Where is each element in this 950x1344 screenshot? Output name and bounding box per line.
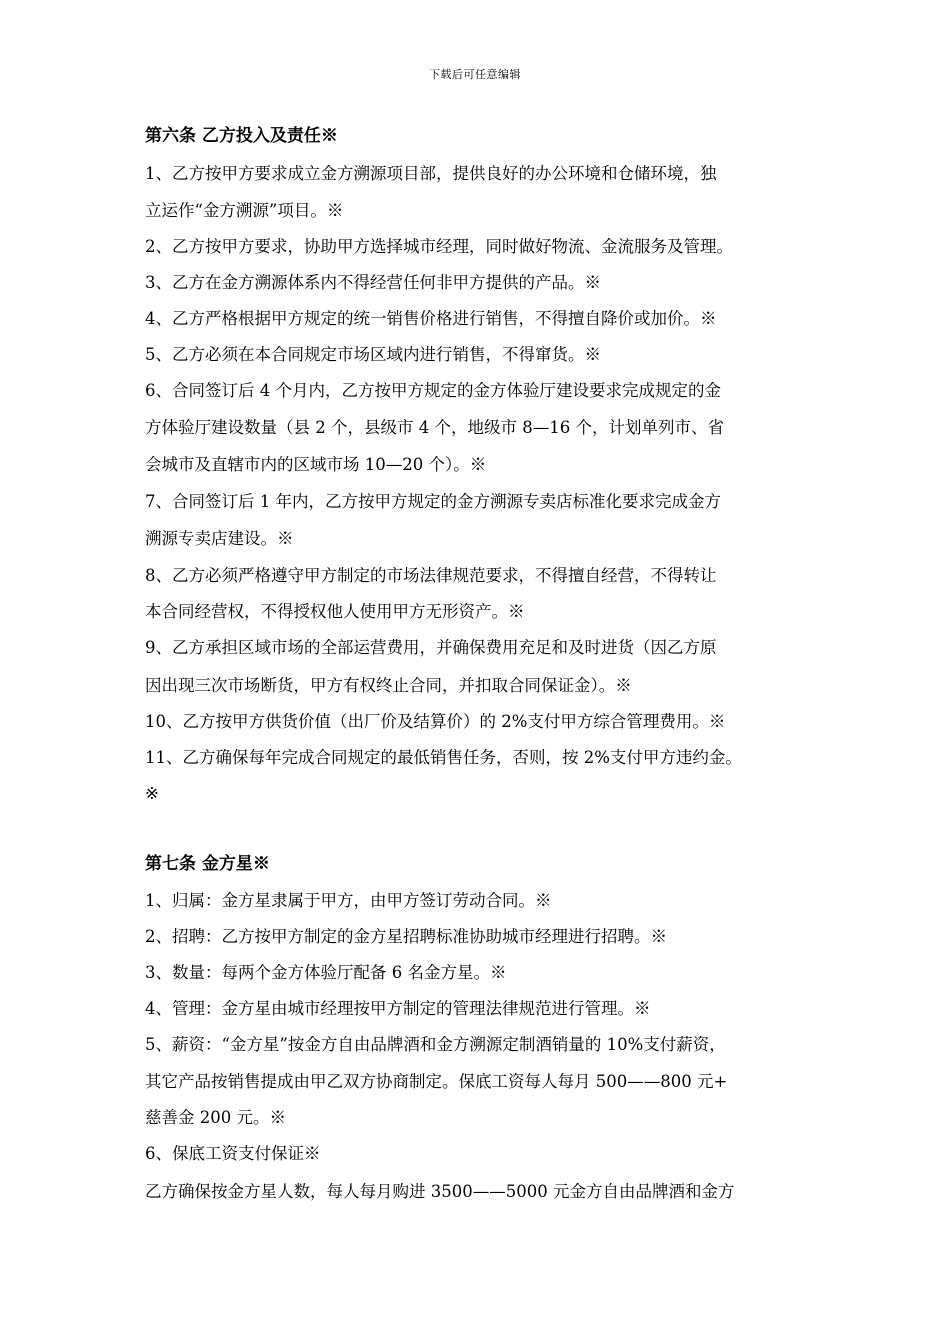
section-6-line: 本合同经营权，不得授权他人使用甲方无形资产。※	[145, 602, 525, 621]
section-6-line: 5、乙方必须在本合同规定市场区域内进行销售，不得窜货。※	[145, 345, 601, 364]
section-6-line: 8、乙方必须严格遵守甲方制定的市场法律规范要求，不得擅自经营，不得转让	[145, 566, 717, 585]
section-7-line: 6、保底工资支付保证※	[145, 1144, 321, 1163]
section-7-line: 2、招聘：乙方按甲方制定的金方星招聘标准协助城市经理进行招聘。※	[145, 927, 667, 946]
section-7-line: 其它产品按销售提成由甲乙双方协商制定。保底工资每人每月 500——800 元+	[145, 1072, 728, 1091]
section-7-line: 3、数量：每两个金方体验厅配备 6 名金方星。※	[145, 963, 507, 982]
section-6-line: ※	[145, 784, 159, 803]
section-6-line: 会城市及直辖市内的区域市场 10—20 个）。※	[145, 455, 487, 474]
section-6-line: 9、乙方承担区域市场的全部运营费用，并确保费用充足和及时进货（因乙方原	[145, 638, 717, 657]
section-6-title: 第六条 乙方投入及责任※	[145, 126, 338, 146]
section-7-title: 第七条 金方星※	[145, 854, 270, 874]
section-7-line: 4、管理：金方星由城市经理按甲方制定的管理法律规范进行管理。※	[145, 999, 651, 1018]
page-header: 下载后可任意编辑	[429, 68, 521, 81]
section-6-line: 因出现三次市场断货，甲方有权终止合同，并扣取合同保证金）。※	[145, 676, 632, 695]
section-6-line: 7、合同签订后 1 年内，乙方按甲方规定的金方溯源专卖店标准化要求完成金方	[145, 492, 721, 511]
section-6-line: 3、乙方在金方溯源体系内不得经营任何非甲方提供的产品。※	[145, 273, 601, 292]
section-6-line: 2、乙方按甲方要求，协助甲方选择城市经理，同时做好物流、金流服务及管理。	[145, 237, 733, 256]
section-6-line: 溯源专卖店建设。※	[145, 529, 294, 548]
section-7-line: 乙方确保按金方星人数，每人每月购进 3500——5000 元金方自由品牌酒和金方	[145, 1182, 735, 1201]
section-6-line: 方体验厅建设数量（县 2 个，县级市 4 个，地级市 8—16 个，计划单列市、省	[145, 418, 724, 437]
section-6-line: 1、乙方按甲方要求成立金方溯源项目部，提供良好的办公环境和仓储环境，独	[145, 164, 717, 183]
section-6-line: 11、乙方确保每年完成合同规定的最低销售任务，否则，按 2%支付甲方违约金。	[145, 748, 742, 767]
section-6-line: 4、乙方严格根据甲方规定的统一销售价格进行销售，不得擅自降价或加价。※	[145, 309, 717, 328]
section-7-line: 慈善金 200 元。※	[145, 1108, 286, 1127]
section-7-line: 5、薪资：“金方星”按金方自由品牌酒和金方溯源定制酒销量的 10%支付薪资，	[145, 1035, 726, 1054]
section-6-line: 立运作“金方溯源”项目。※	[145, 201, 344, 220]
section-6-line: 6、合同签订后 4 个月内，乙方按甲方规定的金方体验厅建设要求完成规定的金	[145, 381, 721, 400]
section-6-line: 10、乙方按甲方供货价值（出厂价及结算价）的 2%支付甲方综合管理费用。※	[145, 712, 726, 731]
section-7-line: 1、归属：金方星隶属于甲方，由甲方签订劳动合同。※	[145, 891, 552, 910]
